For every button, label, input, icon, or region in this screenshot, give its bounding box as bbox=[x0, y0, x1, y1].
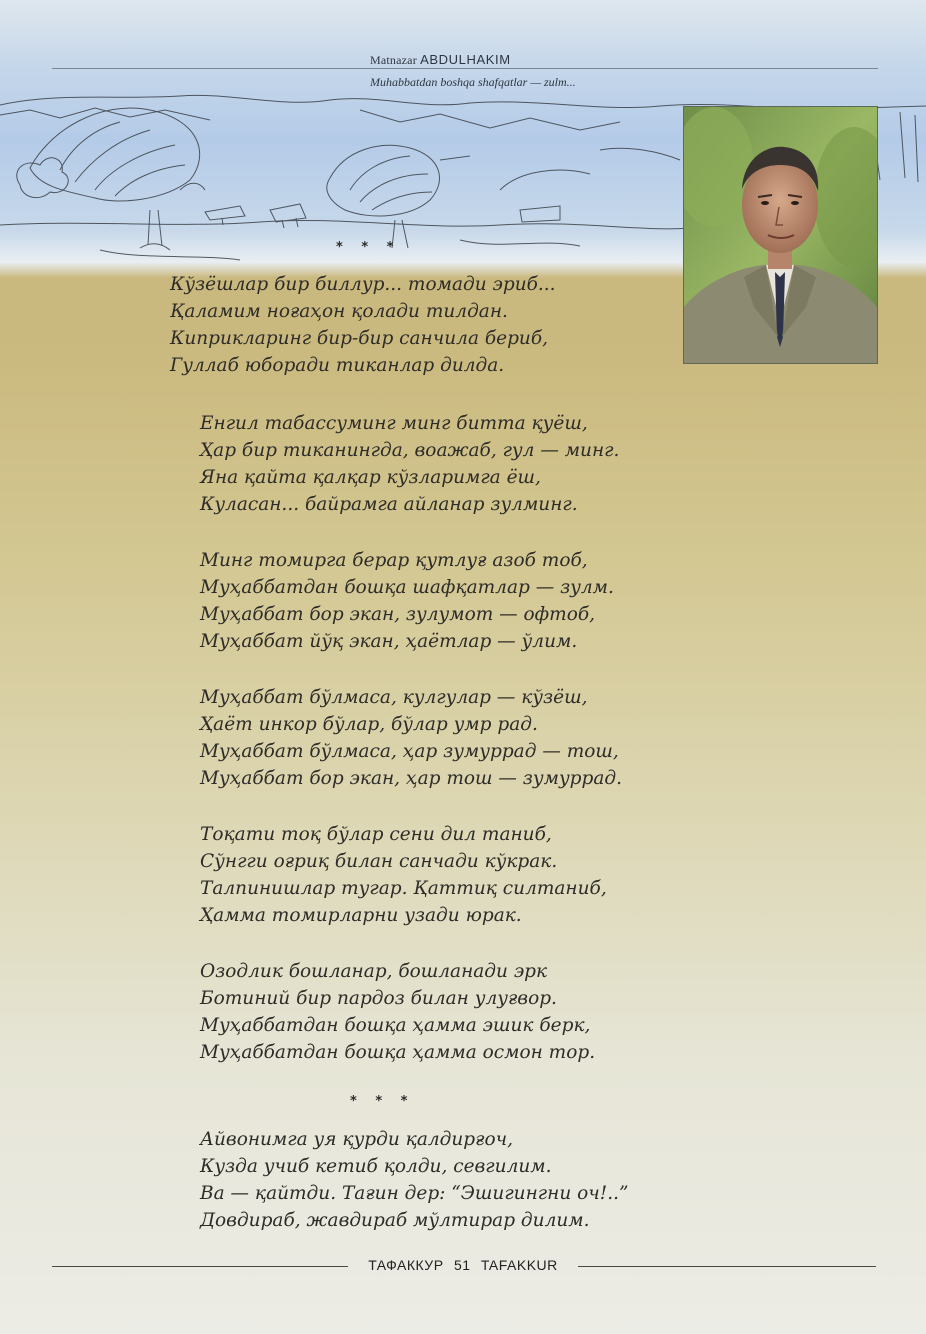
author-name bbox=[370, 52, 511, 68]
stanza-6 bbox=[200, 958, 595, 1066]
footer-rule-right bbox=[578, 1266, 876, 1267]
poem-line: Ва — қайтди. Тағин дер: “Эшигингни оч!..” bbox=[200, 1183, 629, 1204]
poem-line: Сўнгги оғриқ билан санчади кўкрак. bbox=[200, 851, 558, 872]
poem-line: Талпинишлар тугар. Қаттиқ силтаниб, bbox=[200, 878, 607, 899]
poem-line: Киприкларинг бир-бир санчила бериб, bbox=[170, 328, 549, 349]
section-separator-top: * * * bbox=[336, 240, 401, 255]
poem-line: Муҳаббатдан бошқа ҳамма осмон тор. bbox=[200, 1042, 596, 1063]
poem-line: Гуллаб юборади тиканлар дилда. bbox=[170, 355, 505, 376]
poem-line: Муҳаббат бор экан, зулумот — офтоб, bbox=[200, 604, 596, 625]
author-portrait-photo bbox=[683, 106, 878, 364]
stanza-3 bbox=[200, 547, 614, 655]
poem-line: Муҳаббатдан бошқа шафқатлар — зулм. bbox=[200, 577, 614, 598]
poem-line: Муҳаббат бўлмаса, кулгулар — кўзёш, bbox=[200, 687, 588, 708]
poem-line: Ҳар бир тиканингда, воажаб, гул — минг. bbox=[200, 440, 620, 461]
page-number: 51 bbox=[453, 1257, 471, 1273]
section-subtitle: Muhabbatdan boshqa shafqatlar — zulm... bbox=[370, 75, 576, 89]
footer-journal-latin: TAFAKKUR bbox=[480, 1257, 558, 1273]
page-footer bbox=[350, 1257, 576, 1273]
header-rule bbox=[52, 68, 878, 69]
stanza-5 bbox=[200, 821, 607, 929]
footer-rule-left bbox=[52, 1266, 348, 1267]
poem-line: Довдираб, жавдираб мўлтирар дилим. bbox=[200, 1210, 590, 1231]
poem-line: Ҳамма томирларни узади юрак. bbox=[200, 905, 522, 926]
poem-line: Яна қайта қалқар кўзларимга ёш, bbox=[200, 467, 541, 488]
stanza-2 bbox=[200, 410, 619, 518]
stanza-4 bbox=[200, 684, 622, 792]
poem-line: Қаламим ноғаҳон қолади тилдан. bbox=[170, 301, 508, 322]
stanza-1 bbox=[170, 271, 556, 379]
poem-line: Кўзёшлар бир биллур... томади эриб... bbox=[170, 274, 556, 295]
poem-line: Минг томирга берар қутлуғ азоб тоб, bbox=[200, 550, 588, 571]
poem-line: Озодлик бошланар, бошланади эрк bbox=[200, 961, 548, 982]
poem-line: Ҳаёт инкор бўлар, бўлар умр рад. bbox=[200, 714, 538, 735]
poem-line: Муҳаббат бор экан, ҳар тош — зумуррад. bbox=[200, 768, 622, 789]
poem-line: Муҳаббат йўқ экан, ҳаётлар — ўлим. bbox=[200, 631, 578, 652]
poem-2-stanza bbox=[200, 1126, 628, 1234]
poem-line: Куласан... байрамга айланар зулминг. bbox=[200, 494, 578, 515]
poem-line: Тоқати тоқ бўлар сени дил таниб, bbox=[200, 824, 552, 845]
poem-line: Ботиний бир пардоз билан улуғвор. bbox=[200, 988, 557, 1009]
author-last-name: ABDULHAKIM bbox=[420, 52, 511, 67]
footer-journal-cyrillic: ТАФАККУР bbox=[368, 1257, 444, 1273]
poem-line: Айвонимга уя қурди қалдирғоч, bbox=[200, 1129, 514, 1150]
poem-line: Кузда учиб кетиб қолди, севгилим. bbox=[200, 1156, 552, 1177]
poem-line: Муҳаббатдан бошқа ҳамма эшик берк, bbox=[200, 1015, 591, 1036]
poem-line: Муҳаббат бўлмаса, ҳар зумуррад — тош, bbox=[200, 741, 619, 762]
section-separator-bottom: * * * bbox=[350, 1094, 415, 1109]
author-first-name: Matnazar bbox=[370, 53, 417, 67]
poem-line: Енгил табассуминг минг битта қуёш, bbox=[200, 413, 588, 434]
